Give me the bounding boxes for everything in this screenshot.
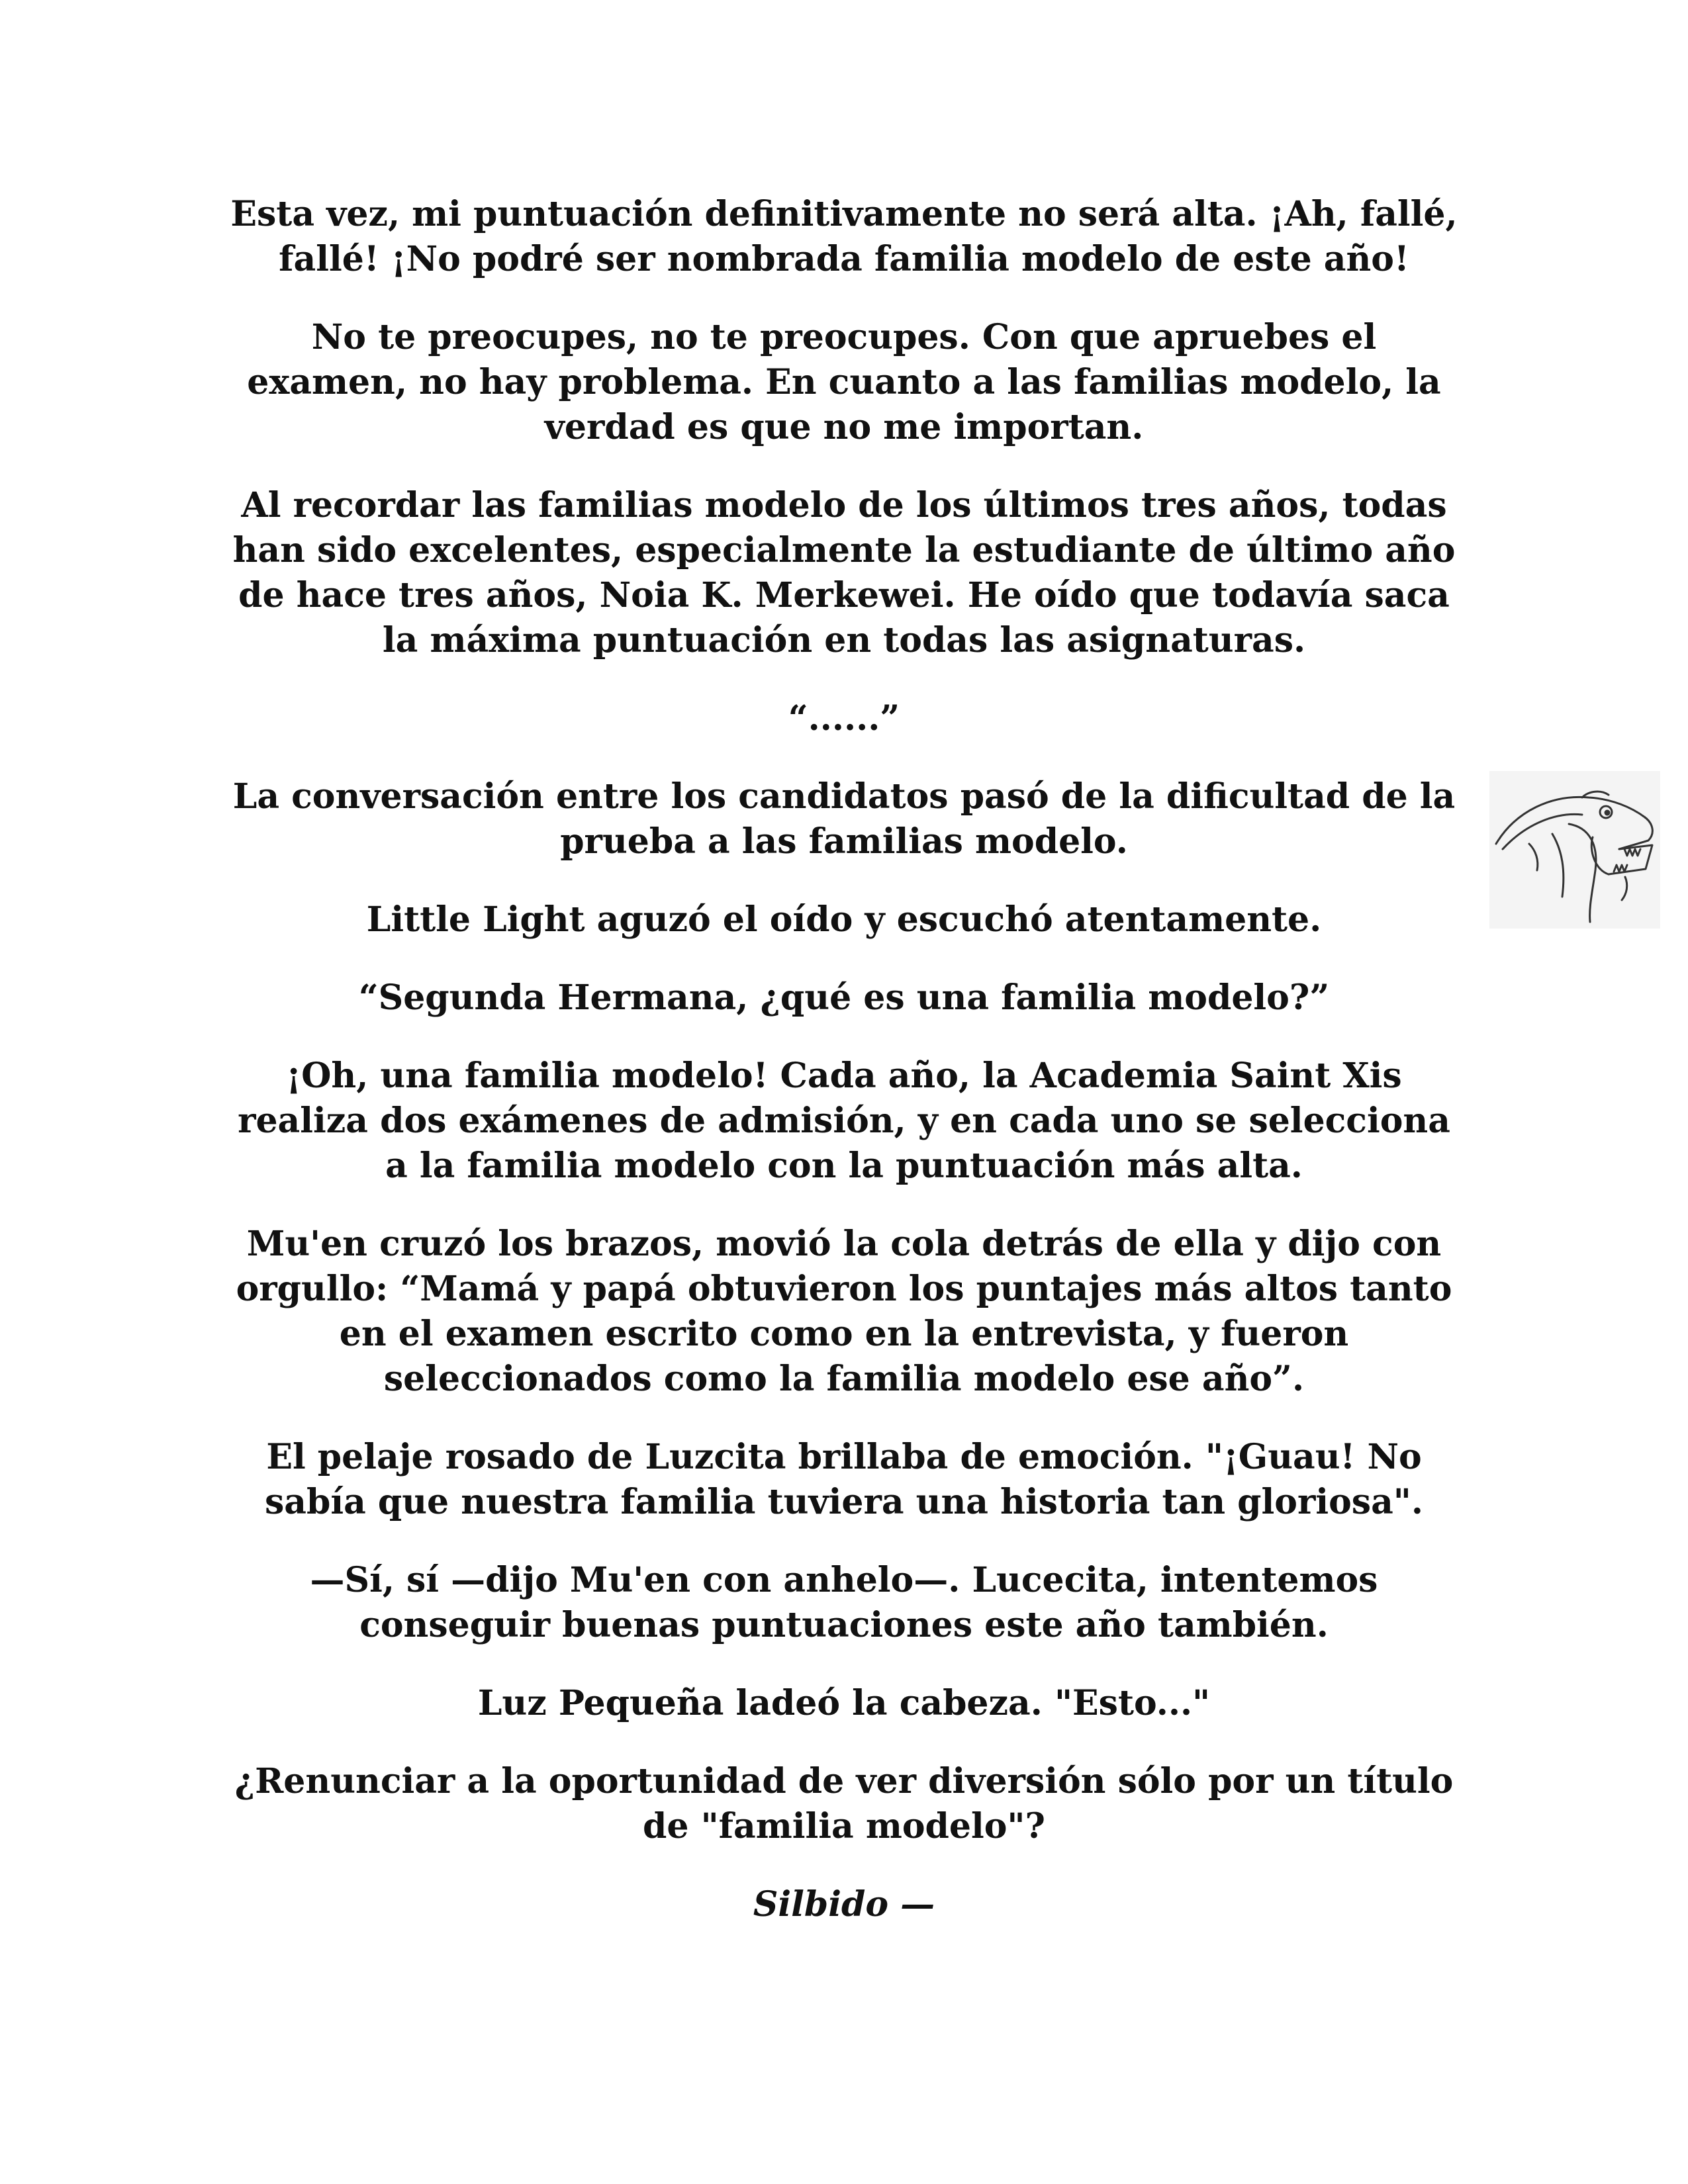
closing-sound-effect: Silbido —	[753, 1884, 935, 1925]
paragraph: Luz Pequeña ladeó la cabeza. "Esto..."	[477, 1683, 1211, 1723]
paragraph: Esta vez, mi puntuación definitivamente no será alta. ¡Ah, fallé, fallé! ¡No podré ser nombrada familia modelo de este año!	[230, 194, 1458, 279]
text-column	[228, 192, 1460, 1960]
paragraph: La conversación entre los candidatos pasó de la dificultad de la prueba a las familias modelo.	[232, 776, 1456, 862]
paragraph: —Sí, sí —dijo Mu'en con anhelo—. Lucecita, intentemos conseguir buenas puntuaciones este año también.	[310, 1560, 1378, 1645]
paragraph: ¡Oh, una familia modelo! Cada año, la Academia Saint Xis realiza dos exámenes de admisión, y en cada uno se selecciona a la familia modelo con la puntuación más alta.	[238, 1056, 1450, 1186]
paragraph: Little Light aguzó el oído y escuchó atentamente.	[366, 899, 1322, 940]
paragraph: El pelaje rosado de Luzcita brillaba de emoción. "¡Guau! No sabía que nuestra familia tuviera una historia tan gloriosa".	[265, 1437, 1423, 1522]
dinosaur-head-icon	[1489, 771, 1660, 929]
paragraph: ¿Renunciar a la oportunidad de ver diversión sólo por un título de "familia modelo"?	[234, 1761, 1454, 1846]
paragraph: Mu'en cruzó los brazos, movió la cola detrás de ella y dijo con orgullo: “Mamá y papá obtuvieron los puntajes más altos tanto en el examen escrito como en la entrevista, y fueron seleccionados como la familia modelo ese año”.	[236, 1224, 1452, 1399]
paragraph: “......”	[788, 698, 900, 739]
paragraph: Al recordar las familias modelo de los últimos tres años, todas han sido excelentes, especialmente la estudiante de último año de hace tres años, Noia K. Merkewei. He oído que todavía saca la máxima puntuación en todas las asignaturas.	[232, 485, 1456, 660]
paragraph: No te preocupes, no te preocupes. Con que apruebes el examen, no hay problema. En cuanto a las familias modelo, la verdad es que no me importan.	[247, 317, 1441, 447]
paragraph: “Segunda Hermana, ¿qué es una familia modelo?”	[358, 978, 1330, 1018]
